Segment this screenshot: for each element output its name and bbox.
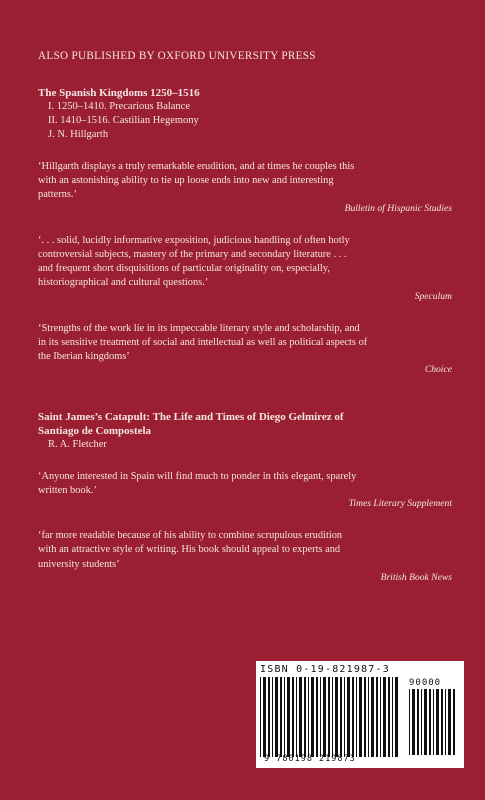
quote-line: written book.’ xyxy=(38,484,97,496)
quote-line: controversial subjects, mastery of the primary and secondary literature . . . xyxy=(38,249,347,261)
price-barcode-icon xyxy=(409,689,457,755)
book-entry-spanish-kingdoms xyxy=(38,86,452,378)
quote-line: university students’ xyxy=(38,558,120,570)
quote-line: ‘Hillgarth displays a truly remarkable erudition, and at times he couples this xyxy=(38,161,355,172)
quote-line: in its sensitive treatment of social and intellectual as well as political aspects of xyxy=(38,337,368,349)
volume-line: I. 1250–1410. Precarious Balance xyxy=(48,101,191,112)
quote-line: and frequent short disquisitions of particular originality on, especially, xyxy=(38,263,330,275)
quote-line: ‘Strengths of the work lie in its impeccable literary style and scholarship, and xyxy=(38,322,360,334)
quote-line: ‘far more readable because of his ability to combine scrupulous erudition xyxy=(38,530,343,542)
ean-digits: 9 780198 219873 xyxy=(264,754,356,764)
book-title: Santiago de Compostela xyxy=(38,424,152,437)
quote-source: British Book News xyxy=(380,571,452,583)
book-author: J. N. Hillgarth xyxy=(48,129,109,140)
book-title: Saint James’s Catapult: The Life and Times of Diego Gelmírez of xyxy=(38,410,344,423)
book-author: R. A. Fletcher xyxy=(48,438,107,450)
book-entry-saint-james-catapult xyxy=(38,410,452,585)
quote-source: Bulletin of Hispanic Studies xyxy=(344,202,452,214)
review-quote xyxy=(38,470,452,512)
quote-source: Speculum xyxy=(414,290,452,302)
price-code: 90000 xyxy=(409,678,442,688)
quote-source: Times Literary Supplement xyxy=(348,498,452,510)
quote-line: with an astonishing ability to tie up loose ends into new and interesting xyxy=(38,175,334,187)
review-quote xyxy=(38,322,452,378)
ean-barcode-icon xyxy=(260,677,400,757)
quote-line: with an attractive style of writing. His book should appeal to experts and xyxy=(38,544,341,556)
volume-line: II. 1410–1516. Castilian Hegemony xyxy=(48,115,199,126)
isbn-number: ISBN 0-19-821987-3 xyxy=(260,664,390,675)
review-quote xyxy=(38,160,452,216)
book-title: The Spanish Kingdoms 1250–1516 xyxy=(38,87,200,99)
quote-source: Choice xyxy=(424,364,452,376)
quote-line: historiographical and cultural questions.’ xyxy=(38,277,209,289)
isbn-barcode xyxy=(256,661,464,768)
quote-line: the Iberian kingdoms’ xyxy=(38,351,130,363)
quote-line: ‘Anyone interested in Spain will find much to ponder in this elegant, sparely xyxy=(38,470,357,482)
quote-line: patterns.’ xyxy=(38,189,77,201)
back-cover-text xyxy=(38,50,452,603)
quote-line: ‘. . . solid, lucidly informative exposition, judicious handling of often hotly xyxy=(38,234,350,246)
review-quote xyxy=(38,529,452,585)
publisher-header: ALSO PUBLISHED BY OXFORD UNIVERSITY PRESS xyxy=(38,50,316,62)
review-quote xyxy=(38,234,452,304)
